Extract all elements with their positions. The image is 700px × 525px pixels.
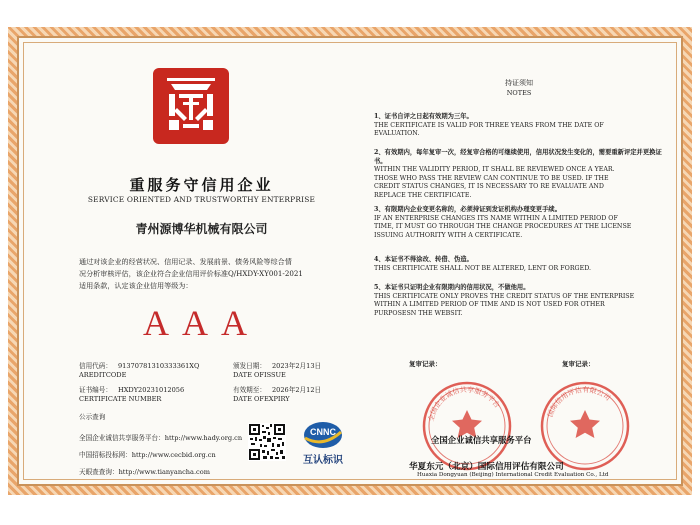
- note-en-line: THIS CERTIFICATE ONLY PROVES THE CREDIT STATUS OF THE ENTERPRISE: [374, 292, 635, 300]
- left-panel: [49, 68, 354, 488]
- notes-title-cn: 持证须知: [505, 79, 533, 87]
- note-en-line: WITHIN A LIMITED PERIOD OF TIME AND IS NOT USED FOR OTHER: [374, 301, 605, 309]
- note-en-line: PURPOSESN THE WEBSIT.: [374, 309, 463, 317]
- query-line-label: 中国招标投标网：: [79, 451, 132, 459]
- note-item: [374, 206, 669, 240]
- cnnc-logo-icon: [293, 420, 353, 450]
- query-line-url[interactable]: http://www.tianyancha.com: [118, 468, 210, 476]
- cert-number-value: HXDY20231012056: [117, 386, 185, 394]
- note-en-line: THOSE WHO PASS THE REVIEW CAN CONTINUE TO BE USED. IF THE: [374, 174, 609, 182]
- expiry-date-field: [233, 386, 321, 404]
- note-en-line: IF AN ENTERPRISE CHANGES ITS NAME WITHIN A LIMITED PERIOD OF: [374, 214, 618, 222]
- query-line-url[interactable]: http://www.hady.org.cn: [164, 434, 243, 442]
- cnnc-text: 互认标识: [303, 455, 343, 466]
- seal-arc-text: 国际信用评估有限公司: [546, 385, 612, 419]
- certificate-body: [17, 36, 683, 486]
- company-name: 青州源博华机械有限公司: [135, 222, 268, 236]
- query-line-url[interactable]: http://www.cecbid.org.cn: [131, 451, 216, 459]
- note-en-line: EVALUATION.: [374, 130, 420, 138]
- note-item: [374, 284, 669, 318]
- platform-name: 全国企业诚信共享服务平台: [431, 435, 532, 445]
- note-en-line: REPLACE THE CERTIFICATE.: [374, 191, 472, 199]
- review-record-1: 复审记录：: [409, 360, 442, 368]
- cnnc-logo-text: CNNC: [310, 427, 336, 437]
- cnnc-mark: [293, 420, 353, 466]
- notes-title-en: NOTES: [506, 89, 532, 97]
- svg-text:国际信用评估有限公司: [545, 385, 612, 418]
- note-en-line: THE CERTIFICATE IS VALID FOR THREE YEARS FROM THE DATE OF: [374, 121, 604, 129]
- seal-arc-text: 全国企业诚信共享服务平台: [427, 385, 502, 423]
- note-item: [374, 149, 669, 201]
- evaluation-description: [79, 256, 364, 292]
- company-seal-icon: [539, 380, 631, 472]
- review-record-2: 复审记录：: [562, 360, 595, 368]
- issue-date-label-en: DATE OFISSUE: [233, 371, 286, 379]
- desc-line: 通过对该企业的经营状况、信用记录、发展前景、债务风险等综合情: [79, 257, 292, 266]
- query-line-label: 全国企业诚信共享服务平台：: [79, 434, 165, 442]
- note-cn: 2、有效期内，每年复审一次，经复审合格的可继续使用，信用状况发生变化的，需要重新评定并更换证书。: [374, 149, 662, 165]
- issue-date-value: 2023年2月13日: [271, 362, 322, 370]
- enterprise-logo-icon: [153, 68, 229, 144]
- credit-code-value: 91370781310333361XQ: [117, 362, 200, 370]
- credit-grade: AAA: [143, 303, 260, 343]
- expiry-date-label: 有效期至：: [233, 386, 266, 394]
- note-cn: 3、有限期内企业变更名称的，必须持证到发证机构办理变更手续。: [374, 206, 561, 213]
- note-en-line: ISSUING AUTHORITY WITH A CERTIFICATE.: [374, 231, 523, 239]
- issuer-name-en: Huaxia Dongyuan (Beijing) International Credit Evaluation Co., Ltd: [417, 472, 609, 478]
- desc-line: 况分析审核评估，该企业符合企业信用评价标准Q/HXDY-XY001-2021: [79, 269, 303, 278]
- issue-date-label: 颁发日期：: [233, 362, 266, 370]
- note-cn: 5、本证书只证明企业有限期内的信用状况，不做他用。: [374, 284, 530, 291]
- note-en-line: CREDIT STATUS CHANGES, IT IS NECESSARY TO RE EVALUATE AND: [374, 183, 604, 191]
- platform-seal-icon: [421, 380, 513, 472]
- certificate-title-en: SERVICE ORIENTED AND TRUSTWORTHY ENTERPRISE: [87, 195, 316, 204]
- query-line: [79, 451, 216, 460]
- note-item: [374, 256, 669, 273]
- query-line: [79, 434, 242, 443]
- desc-line: 适用条款，认定该企业信用等级为：: [79, 281, 193, 290]
- note-en-line: THIS CERTIFICATE SHALL NOT BE ALTERED, LENT OR FORGED.: [374, 264, 592, 272]
- credit-code-label: 信用代码：: [79, 362, 112, 370]
- issue-date-field: [233, 362, 321, 380]
- expiry-date-label-en: DATE OFEXPIRY: [233, 395, 290, 403]
- cert-number-field: [79, 386, 184, 404]
- note-cn: 1、证书自评之日起有效期为三年。: [374, 113, 473, 120]
- qr-code-icon[interactable]: [248, 423, 286, 461]
- query-line-label: 天眼查查询：: [79, 468, 119, 476]
- expiry-date-value: 2026年2月12日: [271, 386, 322, 394]
- note-en-line: WITHIN THE VALIDITY PERIOD, IT SHALL BE REVIEWED ONCE A YEAR.: [374, 166, 615, 174]
- credit-code-label-en: AREDITCODE: [79, 371, 127, 379]
- notes-panel: [369, 78, 669, 498]
- note-item: [374, 113, 669, 139]
- cert-number-label-en: CERTIFICATE NUMBER: [79, 395, 162, 403]
- issuer-name-cn: 华夏东元（北京）国际信用评估有限公司: [409, 462, 564, 472]
- query-line: [79, 468, 210, 477]
- certificate-title-cn: 重服务守信用企业: [129, 176, 274, 194]
- note-en-line: TIME, IT MUST GO THROUGH THE CHANGE PROCEDURES AT THE LICENSE: [374, 223, 632, 231]
- certificate-frame: [8, 27, 692, 495]
- cert-number-label: 证书编号：: [79, 386, 112, 394]
- query-label: 公示查询: [79, 413, 106, 421]
- credit-code-field: [79, 362, 199, 380]
- note-cn: 4、本证书不得涂改、转借、伪造。: [374, 256, 473, 263]
